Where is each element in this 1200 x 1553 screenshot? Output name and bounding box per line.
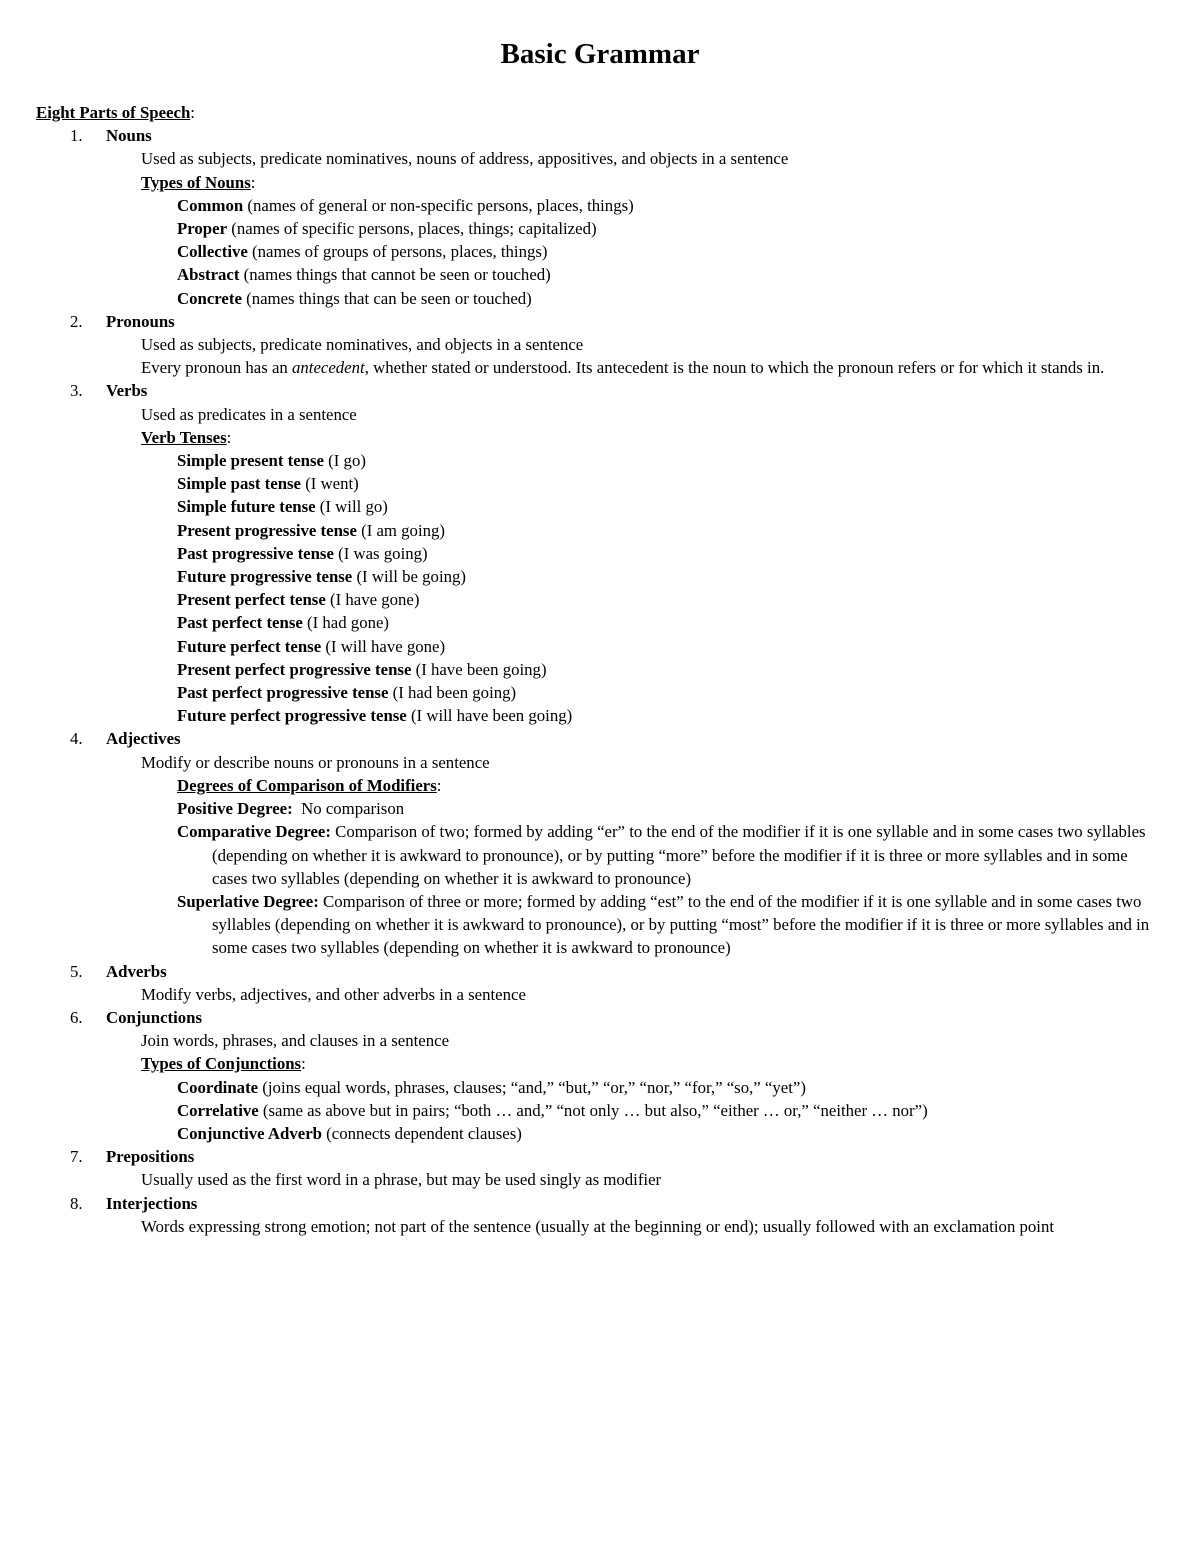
- sub-item-term: Past perfect progressive tense: [177, 683, 389, 703]
- sub-item: [36, 240, 1166, 263]
- sub-heading-colon: :: [436, 775, 442, 795]
- item-description: Modify verbs, adjectives, and other adverbs in a sentence: [141, 984, 526, 1004]
- sub-item: [36, 217, 1166, 240]
- sub-item-text: (I will go): [315, 497, 388, 517]
- sub-item-term: Correlative: [177, 1100, 259, 1120]
- sub-heading-text: Types of Conjunctions: [141, 1054, 302, 1074]
- section-heading: [36, 101, 1166, 124]
- sub-item: [36, 263, 1166, 286]
- antecedent-text-b: , whether stated or understood. Its antecedent is the noun to which the pronoun refers or for which it stands in.: [364, 358, 1105, 378]
- sub-heading-colon: :: [226, 427, 232, 447]
- sub-item: [36, 1122, 1166, 1145]
- sub-item: [36, 472, 1166, 495]
- sub-item: [36, 820, 1166, 890]
- sub-item-term: Simple present tense: [177, 451, 324, 471]
- sub-item-term: Comparative Degree:: [177, 822, 331, 842]
- sub-item-text: (joins equal words, phrases, clauses; “and,” “but,” “or,” “nor,” “for,” “so,” “yet”): [258, 1077, 806, 1097]
- sub-item-term: Collective: [177, 242, 248, 262]
- sub-item: [36, 519, 1166, 542]
- list-number: 6.: [70, 1007, 83, 1027]
- sub-item-text: (I had gone): [302, 613, 390, 633]
- sub-item-text: (I am going): [356, 520, 445, 540]
- list-item-pronouns: [36, 310, 1166, 333]
- page-title: Basic Grammar: [500, 38, 700, 70]
- sub-item-term: Future progressive tense: [177, 567, 353, 587]
- sub-heading-colon: :: [301, 1054, 306, 1074]
- sub-item: [36, 635, 1166, 658]
- antecedent-text-a: Every pronoun has an: [141, 358, 292, 378]
- list-item-nouns: [36, 124, 1166, 147]
- sub-item-term: Past progressive tense: [177, 543, 334, 563]
- section-heading-colon: :: [190, 103, 195, 122]
- sub-item: [36, 611, 1166, 634]
- sub-item: [36, 681, 1166, 704]
- sub-item-term: Coordinate: [177, 1077, 259, 1097]
- item-title: Adjectives: [106, 729, 181, 749]
- sub-item-text: (connects dependent clauses): [321, 1123, 522, 1143]
- sub-item-text: (names of general or non-specific persons, places, things): [243, 195, 634, 215]
- item-title: Interjections: [106, 1193, 198, 1213]
- sub-item-term: Future perfect tense: [177, 636, 322, 656]
- sub-item-term: Proper: [177, 219, 228, 239]
- sub-item-term: Concrete: [177, 288, 242, 308]
- sub-item: [36, 542, 1166, 565]
- antecedent-term: antecedent: [292, 358, 365, 378]
- sub-item-term: Present perfect progressive tense: [177, 659, 412, 679]
- section-heading-text: Eight Parts of Speech: [36, 103, 191, 122]
- sub-item: [36, 797, 1166, 820]
- sub-item: [36, 658, 1166, 681]
- list-number: 8.: [70, 1193, 83, 1213]
- list-item-conjunctions: [36, 1006, 1166, 1029]
- item-title: Prepositions: [106, 1147, 195, 1167]
- sub-item: [36, 495, 1166, 518]
- list-item-adjectives: [36, 727, 1166, 750]
- sub-item-text: (I have been going): [411, 659, 547, 679]
- sub-item-text: (I had been going): [388, 683, 517, 703]
- item-title: Adverbs: [106, 961, 167, 981]
- sub-item-text: (I was going): [333, 543, 428, 563]
- sub-item: [36, 449, 1166, 472]
- sub-heading: [36, 426, 1166, 449]
- sub-heading-text: Types of Nouns: [141, 172, 251, 192]
- list-number: 3.: [70, 381, 83, 401]
- list-item-interjections: [36, 1192, 1166, 1215]
- item-description: Words expressing strong emotion; not part of the sentence (usually at the beginning or end); usually followed with an exclamation point: [141, 1216, 1055, 1236]
- sub-item-text: (I will have gone): [321, 636, 446, 656]
- sub-item-text: (I went): [301, 474, 359, 494]
- item-title: Conjunctions: [106, 1007, 203, 1027]
- sub-item-text: No comparison: [292, 799, 405, 819]
- sub-item-text: (I go): [323, 451, 366, 471]
- sub-item-term: Common: [177, 195, 244, 215]
- sub-item-term: Past perfect tense: [177, 613, 303, 633]
- sub-item: [36, 1099, 1166, 1122]
- sub-item-term: Present progressive tense: [177, 520, 357, 540]
- sub-heading: [36, 171, 1166, 194]
- item-description: Used as subjects, predicate nominatives, nouns of address, appositives, and objects in a sentence: [141, 149, 789, 169]
- sub-item-text: (names of specific persons, places, things; capitalized): [227, 219, 597, 239]
- sub-item-term: Conjunctive Adverb: [177, 1123, 322, 1143]
- sub-item-term: Future perfect progressive tense: [177, 706, 407, 726]
- sub-item-text: Comparison of three or more; formed by adding “est” to the end of the modifier if it is one syllable and in some cases two syllables (depending on whether it is awkward to pronounce), or by putting “most” before the modifier if it is three or more syllables and in some cases two syllables (depending on whether it is awkward to pronounce): [212, 891, 1150, 958]
- list-number: 4.: [70, 729, 83, 749]
- list-number: 2.: [70, 311, 83, 331]
- sub-item-term: Present perfect tense: [177, 590, 326, 610]
- list-item-adverbs: [36, 960, 1166, 983]
- sub-item-term: Positive Degree:: [177, 799, 293, 819]
- item-description: Modify or describe nouns or pronouns in a sentence: [141, 752, 490, 772]
- sub-item-term: Superlative Degree:: [177, 891, 319, 911]
- item-description: Used as predicates in a sentence: [141, 404, 357, 424]
- sub-item: [36, 1076, 1166, 1099]
- sub-item-text: (I will be going): [352, 567, 466, 587]
- sub-item-term: Abstract: [177, 265, 240, 285]
- sub-item: [36, 890, 1166, 960]
- item-description: Usually used as the first word in a phrase, but may be used singly as modifier: [141, 1170, 662, 1190]
- sub-item-text: (names things that can be seen or touched): [241, 288, 532, 308]
- sub-heading-text: Verb Tenses: [141, 427, 227, 447]
- list-number: 7.: [70, 1147, 83, 1167]
- sub-item-term: Simple past tense: [177, 474, 301, 494]
- list-item-prepositions: [36, 1145, 1166, 1168]
- item-title: Pronouns: [106, 311, 175, 331]
- item-description: Used as subjects, predicate nominatives, and objects in a sentence: [141, 335, 584, 355]
- sub-item: [36, 588, 1166, 611]
- list-number: 1.: [70, 126, 83, 146]
- sub-item: [36, 565, 1166, 588]
- sub-item: [36, 704, 1166, 727]
- sub-item: [36, 287, 1166, 310]
- item-title: Nouns: [106, 126, 152, 146]
- sub-item-text: (same as above but in pairs; “both … and,” “not only … but also,” “either … or,” “neither … nor”): [258, 1100, 928, 1120]
- sub-item-term: Simple future tense: [177, 497, 316, 517]
- sub-item: [36, 194, 1166, 217]
- sub-item-text: (names things that cannot be seen or touched): [239, 265, 551, 285]
- item-description: Join words, phrases, and clauses in a sentence: [141, 1031, 450, 1051]
- sub-item-text: Comparison of two; formed by adding “er” to the end of the modifier if it is one syllable and in some cases two syllables (depending on whether it is awkward to pronounce), or by putting “more” before the modifier if it is three or more syllables and in some cases two syllables (depending on whether it is awkward to pronounce): [212, 822, 1146, 888]
- list-number: 5.: [70, 961, 83, 981]
- sub-heading-colon: :: [250, 172, 256, 192]
- sub-heading-text: Degrees of Comparison of Modifiers: [177, 775, 437, 795]
- sub-heading: [36, 774, 1166, 797]
- sub-item-text: (I will have been going): [406, 706, 573, 726]
- document-body: [36, 101, 1166, 1238]
- sub-item-text: (I have gone): [325, 590, 420, 610]
- item-description-antecedent: [36, 356, 1166, 379]
- list-item-verbs: [36, 379, 1166, 402]
- item-title: Verbs: [106, 381, 148, 401]
- sub-heading: [36, 1052, 1166, 1075]
- sub-item-text: (names of groups of persons, places, things): [247, 242, 548, 262]
